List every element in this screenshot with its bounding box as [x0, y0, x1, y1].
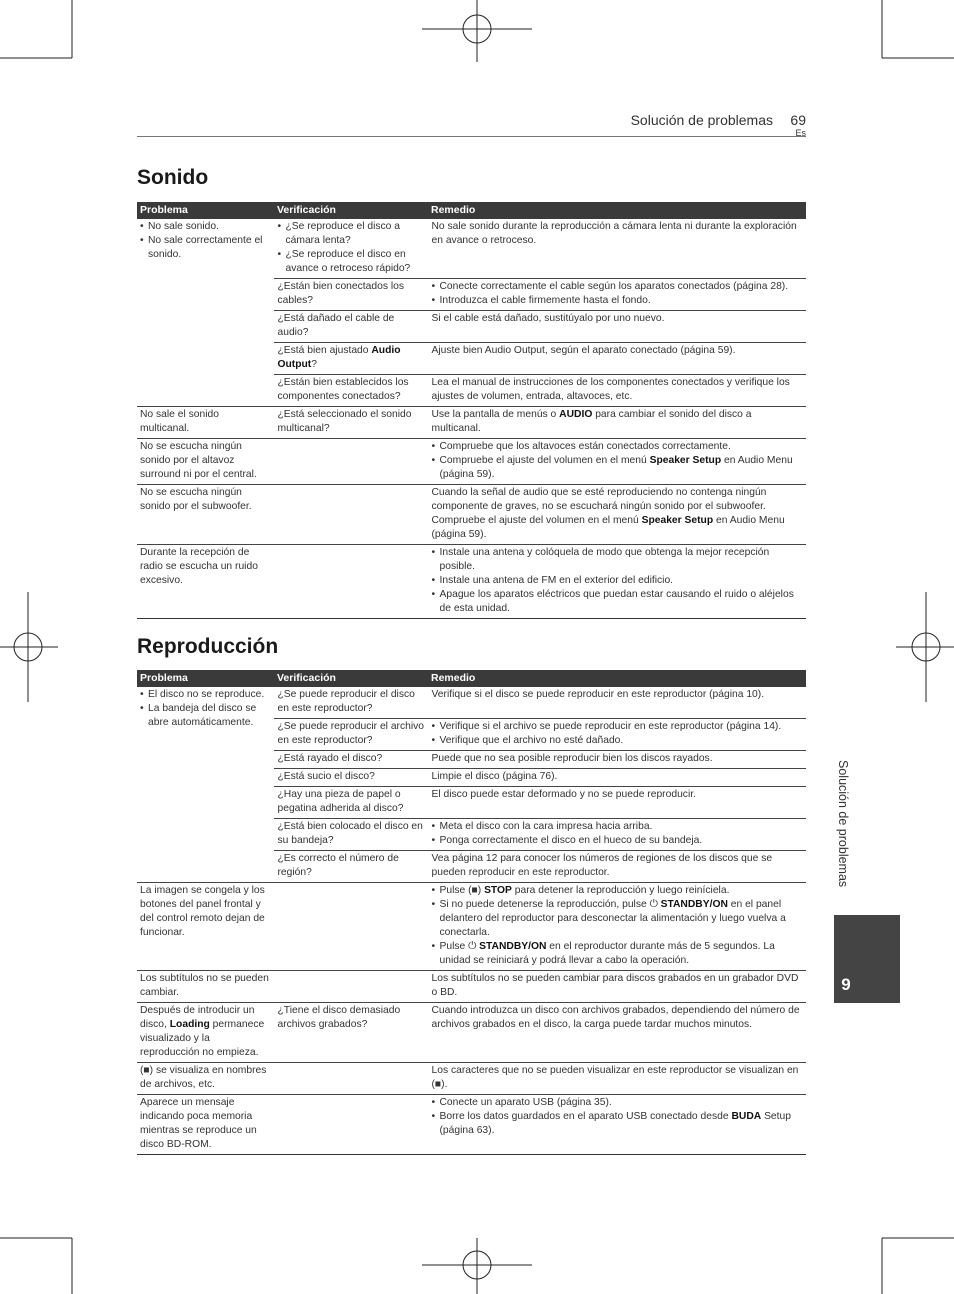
- table-row: [137, 407, 806, 439]
- check-cell: [274, 485, 428, 545]
- text-span: en Audio Menu (página 59).: [439, 455, 793, 480]
- check-cell: ¿Están bien establecidos los componentes conectados?: [274, 375, 428, 407]
- problem-cell: [137, 219, 274, 407]
- text-span: para detener la reproducción y luego reiníciela.: [511, 885, 730, 896]
- text-span: para cambiar el sonido del disco a multicanal.: [431, 409, 752, 434]
- display-message: Loading: [169, 1019, 210, 1030]
- check-cell: [274, 971, 428, 1003]
- text-span: Si no puede detenerse la reproducción, pulse ⏻: [439, 899, 661, 910]
- text-span: en Audio Menu (página 59).: [431, 515, 785, 540]
- text-span: Cuando la señal de audio que se esté reproduciendo no contenga ningún componente de graves, no se escuchará ningún sonido por el subwoofer. Compruebe el ajuste del volumen en el menú: [431, 487, 767, 526]
- remedy-cell: Los caracteres que no se pueden visualizar en este reproductor se visualizan en (■).: [428, 1063, 806, 1095]
- list-item: [432, 454, 804, 482]
- remedy-cell: [428, 819, 806, 851]
- section-title-reproduccion: Reproducción: [137, 635, 279, 658]
- list-item: [432, 898, 804, 940]
- list-item: • Ponga correctamente el disco en el hueco de su bandeja.: [432, 834, 804, 848]
- check-cell: [274, 883, 428, 971]
- problem-cell: (■) se visualiza en nombres de archivos, etc.: [137, 1063, 274, 1095]
- column-header-problema: Problema: [137, 670, 274, 687]
- remedy-cell: Vea página 12 para conocer los números de regiones de los discos que se pueden reproducir en este reproductor.: [428, 851, 806, 883]
- list-item: [432, 1110, 804, 1138]
- check-cell: ¿Está dañado el cable de audio?: [274, 311, 428, 343]
- menu-name: Speaker Setup: [641, 515, 714, 526]
- check-cell: ¿Está rayado el disco?: [274, 751, 428, 769]
- remedy-cell: El disco puede estar deformado y no se puede reproducir.: [428, 787, 806, 819]
- problem-cell: Durante la recepción de radio se escucha un ruido excesivo.: [137, 545, 274, 619]
- list-item: [432, 940, 804, 968]
- remedy-cell: [428, 407, 806, 439]
- reproduccion-table: [137, 670, 806, 1155]
- text-span: Setup (página 63).: [439, 1111, 791, 1136]
- check-cell: [274, 439, 428, 485]
- button-name: STOP: [484, 885, 512, 896]
- remedy-cell: [428, 439, 806, 485]
- list-item: • Verifique que el archivo no esté dañado.: [432, 734, 804, 748]
- remedy-cell: [428, 719, 806, 751]
- remedy-cell: No sale sonido durante la reproducción a cámara lenta ni durante la exploración en avance o retroceso.: [428, 219, 806, 279]
- table-row: [137, 485, 806, 545]
- menu-name: BUDA: [731, 1111, 762, 1122]
- text-span: Borre los datos guardados en el aparato USB conectado desde: [439, 1111, 732, 1122]
- remedy-cell: Lea el manual de instrucciones de los componentes conectados y verifique los ajustes de volumen, entrada, altavoces, etc.: [428, 375, 806, 407]
- table-row: [137, 439, 806, 485]
- button-name: STANDBY/ON: [479, 941, 547, 952]
- check-cell: ¿Está bien colocado el disco en su bandeja?: [274, 819, 428, 851]
- column-header-verificacion: Verificación: [274, 202, 428, 219]
- list-item: • La bandeja del disco se abre automáticamente.: [140, 702, 271, 730]
- table-row: [137, 971, 806, 1003]
- remedy-cell: Limpie el disco (página 76).: [428, 769, 806, 787]
- button-name: AUDIO: [559, 409, 593, 420]
- menu-name: Speaker Setup: [649, 455, 722, 466]
- check-cell: ¿Tiene el disco demasiado archivos grabados?: [274, 1003, 428, 1063]
- remedy-cell: Puede que no sea posible reproducir bien los discos rayados.: [428, 751, 806, 769]
- check-cell: ¿Es correcto el número de región?: [274, 851, 428, 883]
- check-cell: ¿Se puede reproducir el archivo en este reproductor?: [274, 719, 428, 751]
- table-row: [137, 545, 806, 619]
- list-item: • El disco no se reproduce.: [140, 688, 271, 702]
- problem-cell: Aparece un mensaje indicando poca memoria mientras se reproduce un disco BD-ROM.: [137, 1095, 274, 1155]
- problem-cell: [137, 687, 274, 883]
- check-cell: [274, 219, 428, 279]
- page-header: [137, 111, 806, 137]
- problem-cell: No se escucha ningún sonido por el subwoofer.: [137, 485, 274, 545]
- check-cell: ¿Está sucio el disco?: [274, 769, 428, 787]
- button-name: STANDBY/ON: [660, 899, 728, 910]
- chapter-tab: [834, 915, 900, 1003]
- sonido-table: [137, 202, 806, 619]
- setting-name: Audio Output: [277, 345, 401, 370]
- language-code: Es: [795, 128, 806, 138]
- table-row: [137, 1095, 806, 1155]
- check-cell: ¿Se puede reproducir el disco en este reproductor?: [274, 687, 428, 719]
- chapter-number: 9: [841, 975, 851, 994]
- remedy-cell: [428, 883, 806, 971]
- check-cell: [274, 343, 428, 375]
- list-item: • Apague los aparatos eléctricos que puedan estar causando el ruido o aléjelos de esta unidad.: [432, 588, 804, 616]
- remedy-cell: [428, 545, 806, 619]
- problem-cell: Los subtítulos no se pueden cambiar.: [137, 971, 274, 1003]
- text-span: permanece visualizado y la reproducción no empieza.: [140, 1019, 265, 1058]
- remedy-cell: Verifique si el disco se puede reproducir en este reproductor (página 10).: [428, 687, 806, 719]
- column-header-verificacion: Verificación: [274, 670, 428, 687]
- text-span: Compruebe el ajuste del volumen en el menú: [439, 455, 650, 466]
- list-item: • Compruebe que los altavoces están conectados correctamente.: [432, 440, 804, 454]
- list-item: • Instale una antena y colóquela de modo que obtenga la mejor recepción posible.: [432, 546, 804, 574]
- column-header-problema: Problema: [137, 202, 274, 219]
- column-header-remedio: Remedio: [428, 202, 806, 219]
- check-cell: [274, 1063, 428, 1095]
- text-span: Pulse (■): [439, 885, 485, 896]
- remedy-cell: Los subtítulos no se pueden cambiar para discos grabados en un grabador DVD o BD.: [428, 971, 806, 1003]
- table-row: [137, 1003, 806, 1063]
- remedy-cell: [428, 485, 806, 545]
- check-cell: [274, 1095, 428, 1155]
- remedy-cell: [428, 279, 806, 311]
- problem-cell: [137, 1003, 274, 1063]
- table-row: [137, 219, 806, 279]
- text-span: en el reproductor durante más de 5 segundos. La unidad se reiniciará y podrá llevar a cabo la operación.: [439, 941, 775, 966]
- problem-cell: No se escucha ningún sonido por el altavoz surround ni por el central.: [137, 439, 274, 485]
- text-span: en el panel delantero del reproductor para desconectar la alimentación y luego vuelva a conectarla.: [439, 899, 786, 938]
- list-item: • No sale correctamente el sonido.: [140, 234, 271, 262]
- remedy-cell: Cuando introduzca un disco con archivos grabados, dependiendo del número de archivos grabados en el disco, la carga puede tardar muchos minutos.: [428, 1003, 806, 1063]
- list-item: • Instale una antena de FM en el exterior del edificio.: [432, 574, 804, 588]
- page-number: 69: [790, 112, 806, 128]
- text-span: Pulse ⏻: [439, 941, 480, 952]
- remedy-cell: Si el cable está dañado, sustitúyalo por uno nuevo.: [428, 311, 806, 343]
- list-item: • Introduzca el cable firmemente hasta el fondo.: [432, 294, 804, 308]
- list-item: [432, 884, 804, 898]
- table-row: [137, 1063, 806, 1095]
- list-item: • Conecte correctamente el cable según los aparatos conectados (página 28).: [432, 280, 804, 294]
- problem-cell: No sale el sonido multicanal.: [137, 407, 274, 439]
- problem-cell: La imagen se congela y los botones del panel frontal y del control remoto dejan de funcionar.: [137, 883, 274, 971]
- check-cell: ¿Está seleccionado el sonido multicanal?: [274, 407, 428, 439]
- table-row: [137, 883, 806, 971]
- header-section-title: Solución de problemas: [630, 112, 773, 128]
- list-item: • No sale sonido.: [140, 220, 271, 234]
- text-span: ?: [311, 359, 317, 370]
- list-item: • Conecte un aparato USB (página 35).: [432, 1096, 804, 1110]
- text-span: Después de introducir un disco,: [140, 1005, 255, 1030]
- check-cell: ¿Están bien conectados los cables?: [274, 279, 428, 311]
- remedy-cell: [428, 1095, 806, 1155]
- remedy-cell: Ajuste bien Audio Output, según el aparato conectado (página 59).: [428, 343, 806, 375]
- section-title-sonido: Sonido: [137, 166, 209, 189]
- check-cell: [274, 545, 428, 619]
- list-item: • Meta el disco con la cara impresa hacia arriba.: [432, 820, 804, 834]
- text-span: ¿Está bien ajustado: [277, 345, 372, 356]
- list-item: • ¿Se reproduce el disco en avance o retroceso rápido?: [278, 248, 425, 276]
- list-item: • Verifique si el archivo se puede reproducir en este reproductor (página 14).: [432, 720, 804, 734]
- list-item: • ¿Se reproduce el disco a cámara lenta?: [278, 220, 425, 248]
- text-span: Use la pantalla de menús o: [431, 409, 560, 420]
- table-row: [137, 687, 806, 719]
- chapter-tab-label: Solución de problemas: [836, 760, 850, 888]
- check-cell: ¿Hay una pieza de papel o pegatina adherida al disco?: [274, 787, 428, 819]
- column-header-remedio: Remedio: [428, 670, 806, 687]
